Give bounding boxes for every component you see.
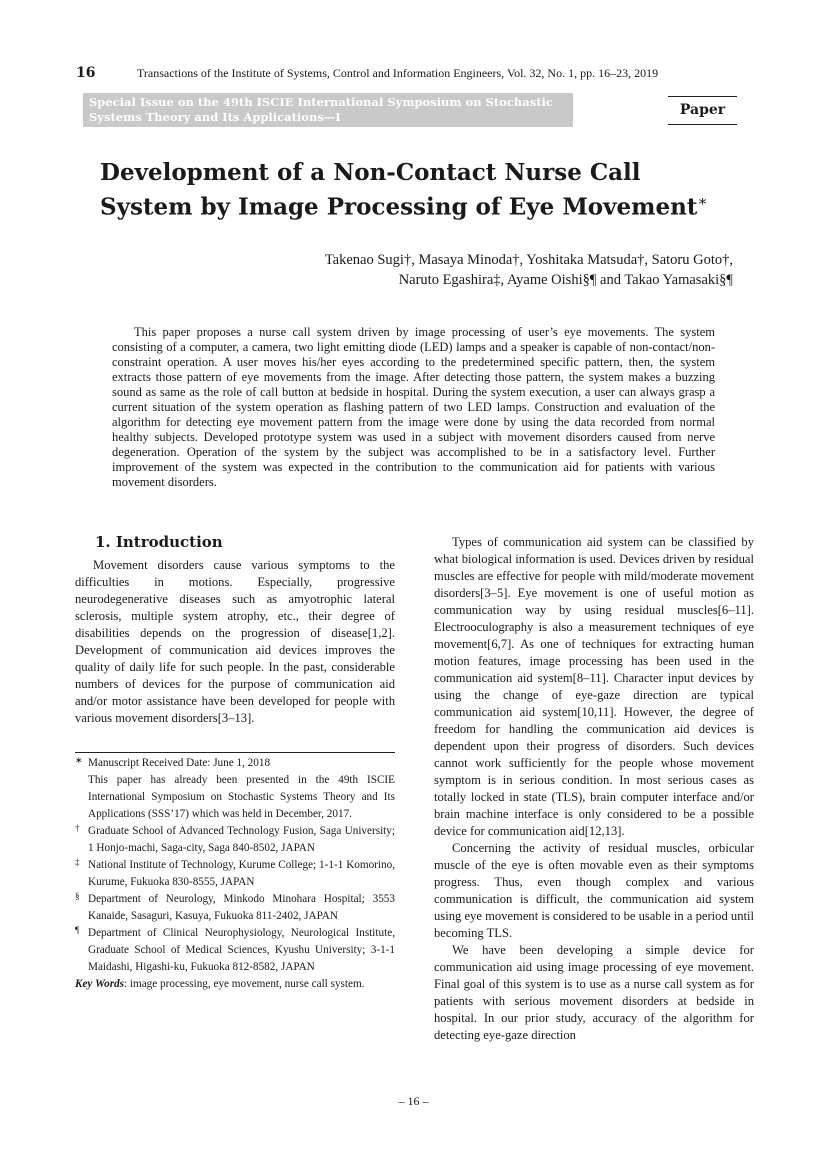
footnote-mark: ¶ [75, 925, 80, 935]
special-issue-banner [83, 93, 573, 127]
abstract: This paper proposes a nurse call system driven by image processing of user’s eye movements. The system consisting of a computer, a camera, two light emitting diode (LED) lamps and a speaker is capable of non-contact/non-constraint operation. A user moves his/her eyes according to the predetermined specific pattern, then, the system extracts those pattern of eye movements from the image. After detecting those pattern, the system makes a buzzing sound as same as the role of call button at bedside in hospital. During the system execution, a user can always grasp a current situation of the system operation as flashing pattern of two LED lamps. Construction and evaluation of the algorithm for detecting eye movement pattern from the image were done by using the data recorded from normal healthy subjects. Developed prototype system was used in a subject with movement disorders caused from nerve degeneration. Operation of the system by the subject was accomplished to be in a satisfactory level. Further improvement of the system was expected in the contribution to the communication aid for patients with various movement disorders. [112, 325, 715, 489]
keywords-label: Key Words [75, 978, 124, 990]
intro-body-left [75, 557, 395, 727]
journal-citation: Transactions of the Institute of Systems, Control and Information Engineers, Vol. 32, No. 1, pp. 16–23, 2019 [137, 66, 659, 80]
intro-paragraph-2: Types of communication aid system can be classified by what biological information is used. Devices driven by residual muscles are effective for people with mild/moderate movement disorders[3–5]. Eye movement is one of useful motion as communication way by using residual muscles[6–11]. Electrooculography is also a measurement techniques of eye movement[6,7]. As one of techniques for extracting human motion features, image processing has been used in the communication aid system[8–11]. Character input devices by using the change of eye-gaze direction are typical communication aid system[10,11]. However, the degree of freedom for handling the communication aid devices is dependent upon their progress of disorders. Such devices cannot work sufficiently for the people whose movement symptom is in serious condition. In most serious cases as totally locked in state (TLS), brain computer interface and/or brain machine interface is only considered to be a possible device for communication aid[12,13]. [434, 535, 754, 838]
intro-paragraph-3: Concerning the activity of residual muscles, orbicular muscle of the eye is often movable even as their symptoms progress. Thus, even though complex and various communication is difficult, the communication aid system using eye movement is considered to be usable in a period until becoming TLS. [434, 841, 755, 940]
keywords-text: : image processing, eye movement, nurse call system. [124, 978, 365, 990]
special-issue-line-1: Special Issue on the 49th ISCIE International Symposium on Stochastic [89, 95, 553, 109]
intro-paragraph-1: Movement disorders cause various symptoms to the difficulties in motions. Especially, progressive neurodegenerative diseases such as amyotrophic lateral sclerosis, multiple system atrophy, etc., their degree of disabilities depends on the progression of disease[1,2]. Development of communication aid devices improves the quality of daily life for such people. In the past, considerable numbers of devices for the purpose of communication aid and/or motor assistance have been developed for people with various movement disorders[3–13]. [75, 558, 395, 725]
footnote-text: Graduate School of Advanced Technology Fusion, Saga University; 1 Honjo-machi, Saga-city, Saga 840-8502, JAPAN [88, 825, 395, 854]
footnote-rule [75, 752, 395, 753]
title-line-2-text: System by Image Processing of Eye Movement [100, 193, 698, 221]
footnote-item [75, 755, 395, 772]
page-number: 16 [76, 65, 96, 81]
special-issue-line-2: Systems Theory and Its Applications—I [89, 110, 341, 124]
footnote-item [75, 925, 395, 976]
paper-title [100, 158, 740, 222]
title-footnote-mark: ∗ [697, 192, 708, 210]
footnote-item [75, 891, 395, 925]
footnote-item [75, 772, 395, 823]
left-column [75, 533, 395, 727]
right-column [434, 534, 754, 1044]
footnote-text: This paper has already been presented in the 49th ISCIE International Symposium on Stochastic Systems Theory and Its Applications (SSS’17) which was held in December, 2017. [88, 774, 395, 820]
page-folio: – 16 – [398, 1094, 429, 1108]
footnote-item [75, 823, 395, 857]
title-line-2 [100, 187, 740, 222]
intro-paragraph-4: We have been developing a simple device for communication aid using image processing of eye movement. Final goal of this system is to use as a nurse call system as for patients with serious movement disorders at bedside in hospital. In our prior study, accuracy of the algorithm for detecting eye-gaze direction [434, 943, 754, 1042]
author-list [160, 250, 733, 290]
title-line-1: Development of a Non-Contact Nurse Call [100, 159, 641, 186]
section-heading-introduction: 1. Introduction [95, 533, 223, 551]
footnote-mark: † [75, 823, 80, 833]
footnote-mark: § [75, 891, 80, 901]
authors-line-2: Naruto Egashira‡, Ayame Oishi§¶ and Takao Yamasaki§¶ [398, 272, 733, 288]
footnotes [75, 755, 395, 993]
footnote-mark: ∗ [75, 755, 83, 765]
footnote-text: Department of Neurology, Minkodo Minohara Hospital; 3553 Kanaide, Sasaguri, Kasuya, Fukuoka 811-2402, JAPAN [88, 893, 395, 922]
footnote-text: Manuscript Received Date: June 1, 2018 [88, 757, 271, 769]
footnote-text: Department of Clinical Neurophysiology, Neurological Institute, Graduate School of Medical Sciences, Kyushu University; 3-1-1 Maidashi, Higashi-ku, Fukuoka 812-8582, JAPAN [88, 927, 395, 973]
footnote-item [75, 857, 395, 891]
footnote-text: National Institute of Technology, Kurume College; 1-1-1 Komorino, Kurume, Fukuoka 830-8555, JAPAN [88, 859, 395, 888]
footnote-mark: ‡ [75, 857, 80, 867]
keywords [75, 976, 395, 993]
article-type-tag: Paper [668, 96, 737, 125]
authors-line-1: Takenao Sugi†, Masaya Minoda†, Yoshitaka Matsuda†, Satoru Goto†, [324, 252, 733, 268]
